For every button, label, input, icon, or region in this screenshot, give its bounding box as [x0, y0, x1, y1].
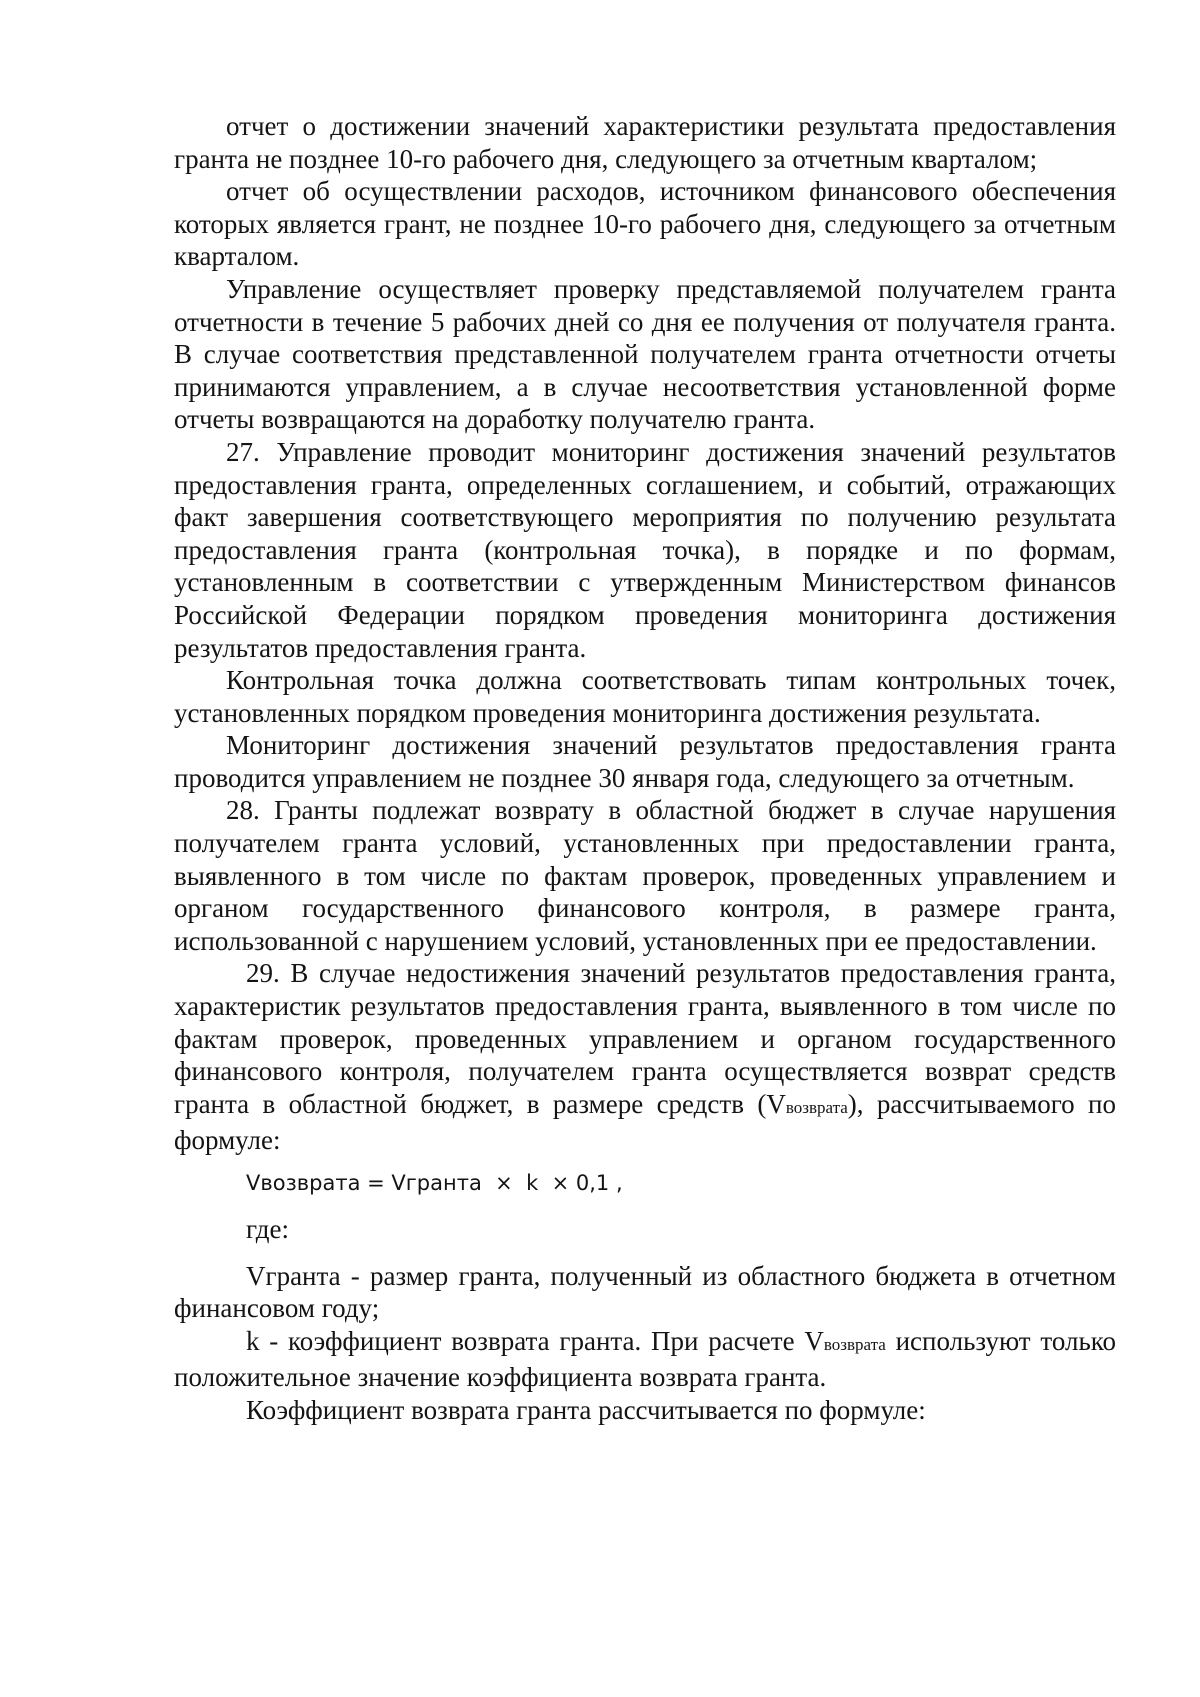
k-definition-text: k - коэффициент возврата гранта. При расчете V [246, 1325, 824, 1356]
paragraph-control-point: Контрольная точка должна соответствовать типам контрольных точек, установленных порядком проведения мониторинга достижения результата. [174, 665, 1116, 728]
paragraph-coefficient-formula-intro: Коэффициент возврата гранта рассчитывается по формуле: [246, 1394, 926, 1425]
paragraph-29-text: 29. В случае недостижения значений результатов предоставления гранта, характеристик результатов предоставления гранта, выявленного в том числе по фактам проверок, проведенных управлением и органом государственного финансового контроля, получателем гранта осуществляется возврат средств гранта в областной бюджет, в размере средств (V [174, 958, 1116, 1119]
refund-formula: Vвозврата = Vгранта × k × 0,1 , [246, 1171, 623, 1195]
paragraph-report-verification: Управление осуществляет проверку представляемой получателем гранта отчетности в течение 5 рабочих дней со дня ее получения от получателя гранта. В случае соответствия представленной получателем гранта отчетности отчеты принимаются управлением, а в случае несоответствия установленной форме отчеты возвращаются на доработку получателю гранта. [174, 273, 1116, 435]
v-refund-subscript: возврата [785, 1097, 848, 1117]
paragraph-28-refund: 28. Гранты подлежат возврату в областной бюджет в случае нарушения получателем гранта условий, установленных при предоставлении гранта, выявленного в том числе по фактам проверок, проведенных управлением и органом государственного финансового контроля, в размере гранта, использованной с нарушением условий, установленных при ее предоставлении. [174, 795, 1116, 956]
paragraph-report-characteristics: отчет о достижении значений характеристики результата предоставления гранта не позднее 10-го рабочего дня, следующего за отчетным кварталом; [174, 111, 1116, 174]
v-refund-subscript-2: возврата [823, 1334, 886, 1354]
paragraph-monitoring-deadline: Мониторинг достижения значений результатов предоставления гранта проводится управлением не позднее 30 января года, следующего за отчетным. [174, 730, 1116, 793]
formula-where-label: где: [246, 1214, 289, 1244]
k-definition-tail: используют только положительное значение коэффициента возврата гранта. [174, 1325, 1117, 1393]
paragraph-29-underachievement [174, 957, 1116, 1157]
paragraph-v-grant-definition: Vгранта - размер гранта, полученный из областного бюджета в отчетном финансовом году; [174, 1260, 1116, 1324]
paragraph-k-definition [174, 1325, 1116, 1394]
document-page [174, 110, 1116, 1427]
paragraph-27-monitoring: 27. Управление проводит мониторинг достижения значений результатов предоставления гранта, определенных соглашением, и событий, отражающих факт завершения соответствующего мероприятия по получению результата предоставления гранта (контрольная точка), в порядке и по формам, установленным в соответствии с утвержденным Министерством финансов Российской Федерации порядком проведения мониторинга достижения результатов предоставления гранта. [174, 436, 1116, 663]
paragraph-report-expenses: отчет об осуществлении расходов, источником финансового обеспечения которых является грант, не позднее 10-го рабочего дня, следующего за отчетным кварталом. [174, 176, 1116, 272]
paragraph-29-tail: ), рассчитываемого по формуле: [174, 1088, 1116, 1156]
